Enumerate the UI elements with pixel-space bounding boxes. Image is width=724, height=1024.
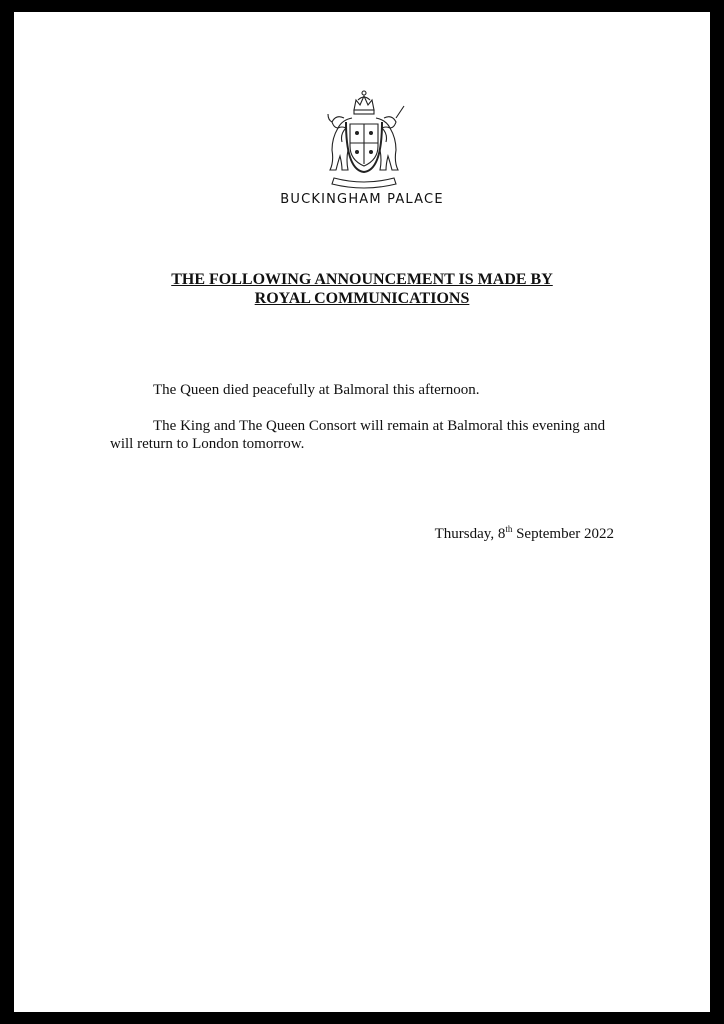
heading-line-2: ROYAL COMMUNICATIONS — [254, 290, 470, 307]
announcement-paragraph-1 — [110, 381, 630, 399]
paragraph-1-text: The Queen died peacefully at Balmoral this afternoon. — [153, 382, 480, 398]
announcement-date — [14, 524, 614, 543]
paragraph-2-text: The King and The Queen Consort will remain at Balmoral this evening and will return to London tomorrow. — [110, 418, 606, 452]
organisation-name: BUCKINGHAM PALACE — [280, 192, 444, 207]
date-prefix: Thursday, 8 — [434, 526, 506, 542]
announcement-paragraph-2 — [110, 417, 630, 453]
document-page — [14, 12, 710, 1012]
date-ordinal: th — [505, 524, 513, 534]
royal-coat-of-arms-icon — [316, 88, 412, 192]
announcement-heading — [14, 270, 710, 308]
heading-line-1: THE FOLLOWING ANNOUNCEMENT IS MADE BY — [171, 271, 553, 288]
date-suffix: September 2022 — [512, 526, 614, 542]
